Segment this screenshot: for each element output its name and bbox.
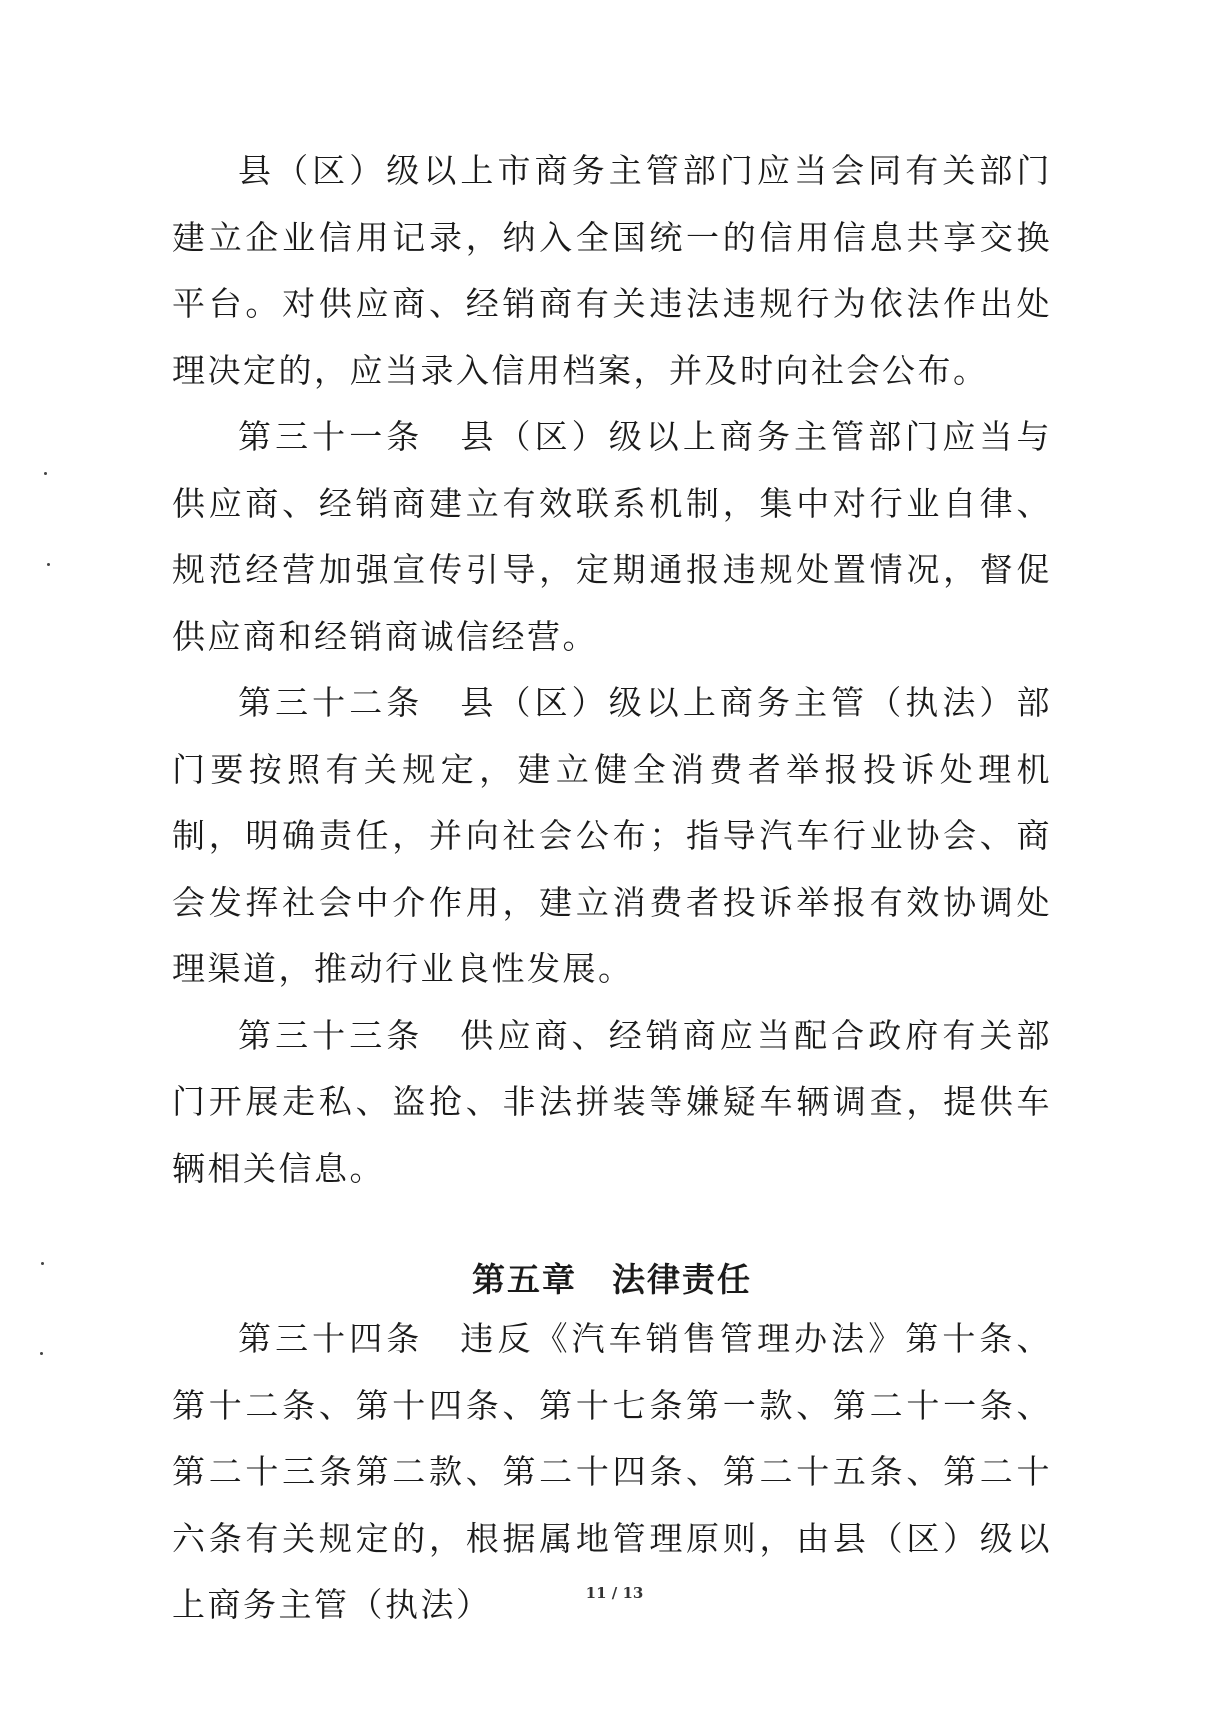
scan-mark bbox=[47, 563, 50, 566]
paragraph-credit-records: 县（区）级以上市商务主管部门应当会同有关部门建立企业信用记录，纳入全国统一的信用信息共享交换平台。对供应商、经销商有关违法违规行为依法作出处理决定的，应当录入信用档案，并及时向社会公布。 bbox=[172, 151, 1052, 390]
scan-mark bbox=[41, 1262, 44, 1265]
body-text-upper bbox=[172, 138, 1052, 1202]
page-number: 11 / 13 bbox=[585, 1584, 644, 1602]
paragraph-article-32: 第三十二条 县（区）级以上商务主管（执法）部门要按照有关规定，建立健全消费者举报投诉处理机制，明确责任，并向社会公布；指导汽车行业协会、商会发挥社会中介作用，建立消费者投诉举报有效协调处理渠道，推动行业良性发展。 bbox=[172, 683, 1052, 988]
paragraph-article-34: 第三十四条 违反《汽车销售管理办法》第十条、第十二条、第十四条、第十七条第一款、第二十一条、第二十三条第二款、第二十四条、第二十五条、第二十六条有关规定的，根据属地管理原则，由县（区）级以上商务主管（执法） bbox=[172, 1319, 1052, 1624]
paragraph-article-33: 第三十三条 供应商、经销商应当配合政府有关部门开展走私、盗抢、非法拼装等嫌疑车辆调查，提供车辆相关信息。 bbox=[172, 1015, 1052, 1188]
chapter-title: 第五章 法律责任 bbox=[472, 1260, 752, 1299]
paragraph-article-31: 第三十一条 县（区）级以上商务主管部门应当与供应商、经销商建立有效联系机制，集中对行业自律、规范经营加强宣传引导，定期通报违规处置情况，督促供应商和经销商诚信经营。 bbox=[172, 417, 1052, 656]
scan-mark bbox=[40, 1352, 43, 1355]
scan-mark bbox=[44, 472, 47, 475]
